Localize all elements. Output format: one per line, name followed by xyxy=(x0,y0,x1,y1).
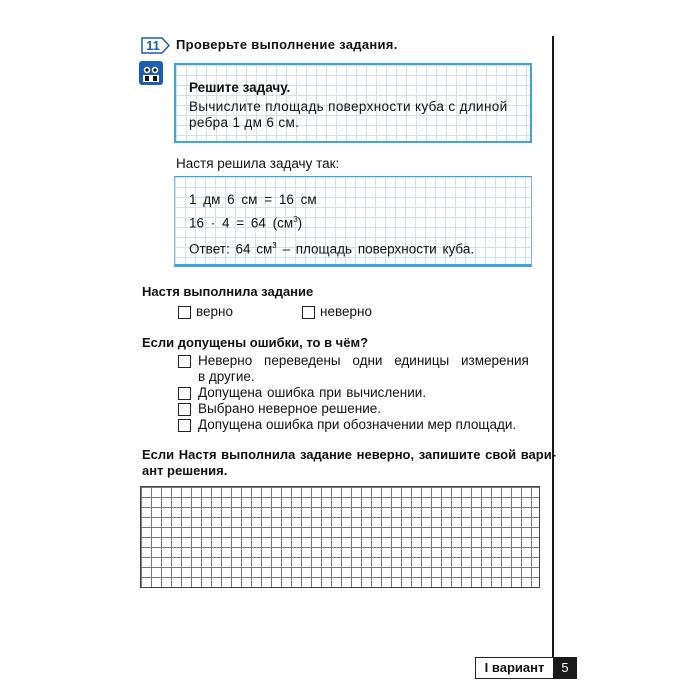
checkbox-incorrect[interactable] xyxy=(302,306,315,319)
checkbox-error-notation[interactable] xyxy=(178,419,191,432)
task-number-badge xyxy=(141,37,171,54)
option-error-notation: Допущена ошибка при обозначении мер площади. xyxy=(198,417,517,432)
checkbox-correct[interactable] xyxy=(178,306,191,319)
checkbox-error-units[interactable] xyxy=(178,355,191,368)
step-2-end: ) xyxy=(297,215,303,231)
task-number: 11 xyxy=(146,38,160,53)
q2-label: Если допущены ошибки, то в чём? xyxy=(142,335,369,350)
option-incorrect: неверно xyxy=(320,304,372,319)
solution-answer xyxy=(189,241,474,257)
answer-exponent: 3 xyxy=(272,241,277,250)
checkbox-error-solution[interactable] xyxy=(178,403,191,416)
problem-line-2: ребра 1 дм 6 см. xyxy=(189,115,300,130)
page-number: 5 xyxy=(553,657,577,679)
solution-step-2 xyxy=(189,215,302,231)
problem-heading: Решите задачу. xyxy=(189,80,291,95)
task-title: Проверьте выполнение задания. xyxy=(176,37,398,52)
q3-line-1: Если Настя выполнила задание неверно, запишите свой вари- xyxy=(142,447,557,462)
solution-step-1: 1 дм 6 см = 16 см xyxy=(189,192,317,207)
step-2-exponent: 3 xyxy=(293,215,298,224)
option-error-solution: Выбрано неверное решение. xyxy=(198,401,382,416)
option-error-units-2: в другие. xyxy=(198,369,255,384)
answer-grid[interactable] xyxy=(140,486,540,588)
checkbox-error-calc[interactable] xyxy=(178,387,191,400)
step-2-main: 16 · 4 = 64 (см xyxy=(189,215,294,231)
option-correct: верно xyxy=(196,304,233,319)
option-error-units-1: Неверно переведены одни единицы измерения xyxy=(198,353,529,368)
answer-end: – площадь поверхности куба. xyxy=(276,241,475,257)
problem-line-1: Вычислите площадь поверхности куба с длиной xyxy=(189,99,508,114)
option-error-calc: Допущена ошибка при вычислении. xyxy=(198,385,427,400)
q1-label: Настя выполнила задание xyxy=(142,284,314,299)
variant-label: I вариант xyxy=(475,657,553,679)
answer-main: Ответ: 64 см xyxy=(189,241,273,257)
page-margin-line xyxy=(552,36,554,668)
solution-intro: Настя решила задачу так: xyxy=(176,156,340,171)
pair-work-icon xyxy=(139,61,163,85)
q3-line-2: ант решения. xyxy=(142,463,228,478)
